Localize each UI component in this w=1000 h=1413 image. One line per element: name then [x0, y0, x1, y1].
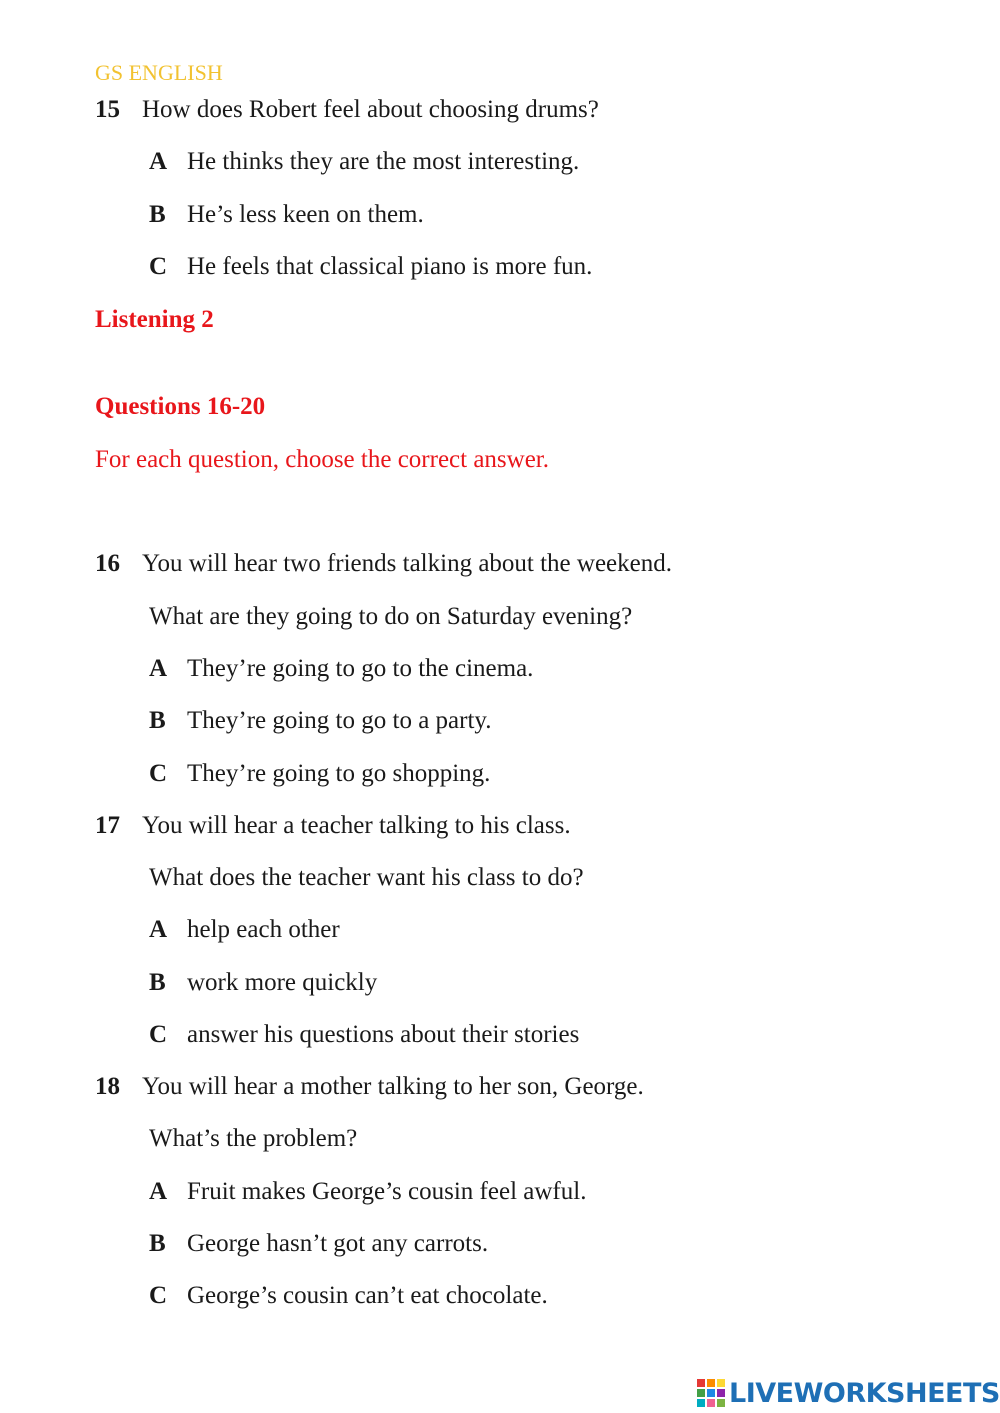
- questions-title: Questions 16-20: [95, 393, 266, 420]
- option-text: He thinks they are the most interesting.: [187, 148, 580, 175]
- option-letter: C: [149, 760, 168, 787]
- logo-text: LIVEWORKSHEETS: [729, 1377, 1000, 1409]
- question-text: How does Robert feel about choosing drums?: [142, 96, 599, 123]
- liveworksheets-logo[interactable]: [697, 1377, 1000, 1409]
- section-title: Listening 2: [95, 306, 214, 333]
- option-text: He’s less keen on them.: [187, 201, 424, 228]
- option-text: George’s cousin can’t eat chocolate.: [187, 1282, 548, 1309]
- option-letter: B: [149, 1230, 166, 1257]
- logo-square: [717, 1399, 725, 1407]
- question-18: [95, 1072, 644, 1102]
- option-15b[interactable]: [149, 200, 424, 230]
- option-letter: C: [149, 253, 168, 280]
- question-16-prompt: What are they going to do on Saturday evening?: [149, 603, 633, 630]
- option-text: They’re going to go shopping.: [187, 760, 491, 787]
- option-text: He feels that classical piano is more fun.: [187, 253, 593, 280]
- question-text: You will hear two friends talking about the weekend.: [142, 550, 672, 577]
- logo-square: [707, 1379, 715, 1387]
- instruction-text: For each question, choose the correct answer.: [95, 446, 550, 473]
- question-17-prompt: What does the teacher want his class to do?: [149, 864, 584, 891]
- option-letter: B: [149, 707, 166, 734]
- option-18c[interactable]: [149, 1281, 548, 1311]
- question-18-prompt: What’s the problem?: [149, 1125, 358, 1152]
- logo-square: [697, 1399, 705, 1407]
- question-16: [95, 549, 672, 579]
- option-text: Fruit makes George’s cousin feel awful.: [187, 1178, 587, 1205]
- logo-square: [697, 1379, 705, 1387]
- option-18b[interactable]: [149, 1229, 488, 1259]
- option-16b[interactable]: [149, 706, 492, 736]
- question-number: 15: [95, 96, 120, 123]
- option-letter: A: [149, 655, 168, 682]
- question-number: 18: [95, 1073, 120, 1100]
- option-text: help each other: [187, 916, 340, 943]
- logo-square: [697, 1389, 705, 1397]
- option-letter: A: [149, 1178, 168, 1205]
- option-17a[interactable]: [149, 915, 340, 945]
- logo-square: [707, 1399, 715, 1407]
- option-16c[interactable]: [149, 759, 490, 789]
- logo-square: [717, 1379, 725, 1387]
- option-17b[interactable]: [149, 968, 377, 998]
- option-17c[interactable]: [149, 1020, 579, 1050]
- document-header: GS ENGLISH: [95, 60, 223, 85]
- logo-square: [707, 1389, 715, 1397]
- option-text: They’re going to go to a party.: [187, 707, 492, 734]
- logo-square: [717, 1389, 725, 1397]
- option-15c[interactable]: [149, 252, 592, 282]
- question-17: [95, 811, 571, 841]
- option-letter: A: [149, 148, 168, 175]
- option-letter: B: [149, 201, 166, 228]
- option-16a[interactable]: [149, 654, 533, 684]
- option-letter: C: [149, 1021, 168, 1048]
- option-15a[interactable]: [149, 147, 579, 177]
- option-18a[interactable]: [149, 1177, 586, 1207]
- option-text: work more quickly: [187, 969, 378, 996]
- option-letter: B: [149, 969, 166, 996]
- option-text: answer his questions about their stories: [187, 1021, 580, 1048]
- question-number: 16: [95, 550, 120, 577]
- question-15: [95, 95, 599, 125]
- question-number: 17: [95, 812, 120, 839]
- question-text: You will hear a teacher talking to his class.: [142, 812, 571, 839]
- liveworksheets-logo-icon: [697, 1379, 725, 1407]
- option-letter: C: [149, 1282, 168, 1309]
- option-letter: A: [149, 916, 168, 943]
- option-text: They’re going to go to the cinema.: [187, 655, 534, 682]
- question-text: You will hear a mother talking to her son, George.: [142, 1073, 644, 1100]
- option-text: George hasn’t got any carrots.: [187, 1230, 489, 1257]
